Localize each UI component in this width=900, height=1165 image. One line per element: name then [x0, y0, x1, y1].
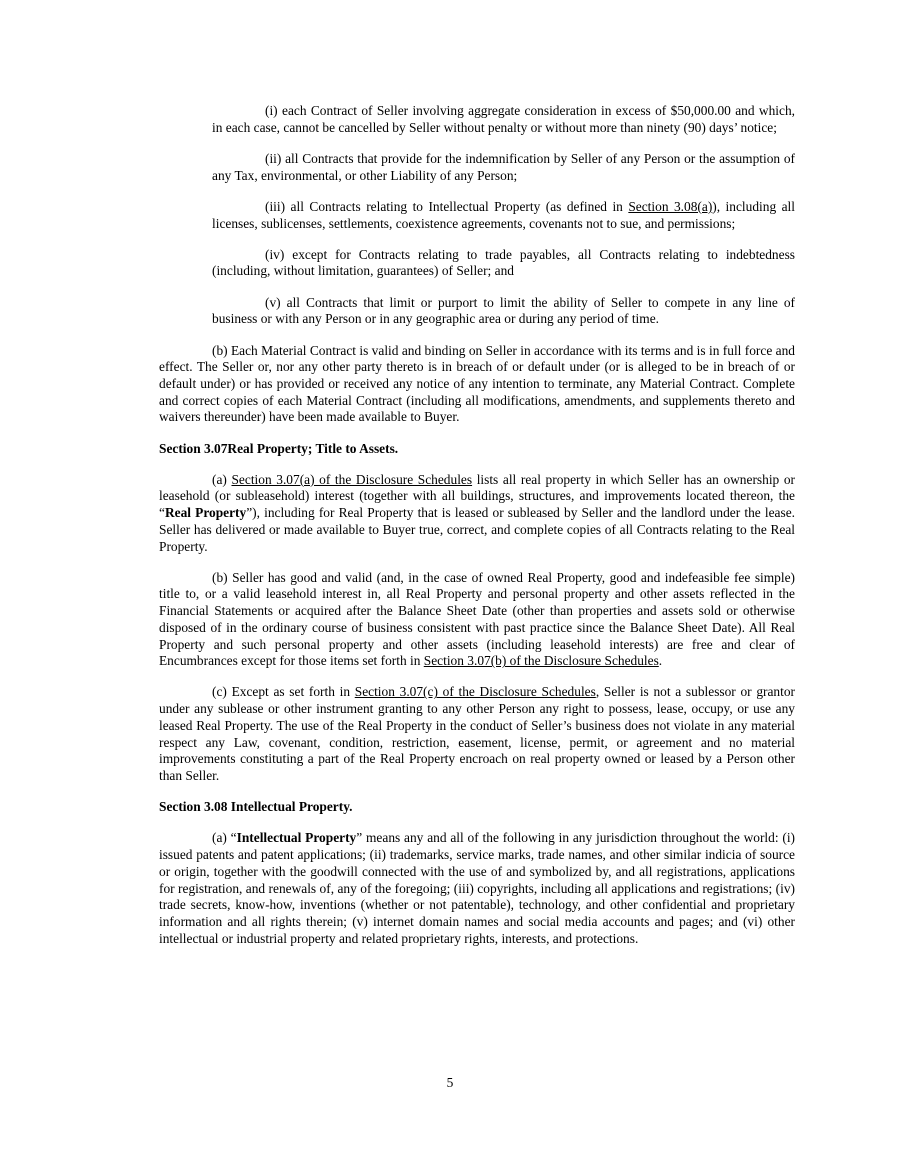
defined-term: Intellectual Property	[236, 830, 357, 846]
section-3-08-a: (a) “Intellectual Property” means any and all of the following in any jurisdiction throughout the world: (i) issued patents and patent applications; (ii) trademarks, service marks, trade names, and other similar indicia of source or origin, together with the goodwill connected with the use of and symbolized by, and all registrations, applications for registration, and renewals of, any of the foregoing; (iii) copyrights, including all applications and registrations; (iv) trade secrets, know-how, inventions (whether or not patentable), technology, and other confidential and proprietary information and all rights therein; (v) internet domain names and social media accounts and pages; and (vi) other intellectual or industrial property and related proprietary rights, interests, and protections.	[159, 830, 796, 946]
list-item-v: (v) all Contracts that limit or purport to limit the ability of Seller to compete in any line of business or with any Person or in any geographic area or during any period of time.	[212, 294, 795, 327]
list-item-iv: (iv) except for Contracts relating to trade payables, all Contracts relating to indebtedness (including, without limitation, guarantees) of Seller; and	[212, 246, 795, 279]
cross-reference: Section 3.07(a) of the Disclosure Schedules	[231, 471, 473, 487]
document-page	[159, 103, 795, 947]
page-number: 5	[446, 1075, 454, 1090]
section-3-08-heading: Section 3.08 Intellectual Property.	[159, 799, 353, 815]
cross-reference: Section 3.08(a)	[628, 198, 713, 214]
list-item-ii: (ii) all Contracts that provide for the indemnification by Seller of any Person or the assumption of any Tax, environmental, or other Liability of any Person;	[212, 150, 795, 183]
list-item-i: (i) each Contract of Seller involving aggregate consideration in excess of $50,000.00 and which, in each case, cannot be cancelled by Seller without penalty or without more than ninety (90) days’ notice;	[212, 103, 795, 135]
section-3-07-a: (a) Section 3.07(a) of the Disclosure Schedules lists all real property in which Seller has an ownership or leasehold (or subleasehold) interest (together with all buildings, structures, and improvements located thereon, the “Real Property”), including for Real Property that is leased or subleased by Seller and the landlord under the lease. Seller has delivered or made available to Buyer true, correct, and complete copies of all Contracts relating to the Real Property.	[159, 471, 795, 554]
cross-reference: Section 3.07(c) of the Disclosure Schedules	[354, 684, 596, 700]
list-item-iii: (iii) all Contracts relating to Intellectual Property (as defined in Section 3.08(a)), including all licenses, sublicenses, settlements, coexistence agreements, covenants not to sue, and permissions;	[212, 198, 795, 231]
defined-term: Real Property	[164, 505, 247, 521]
section-3-07-b: (b) Seller has good and valid (and, in the case of owned Real Property, good and indefeasible fee simple) title to, or a valid leasehold interest in, all Real Property and personal property and other assets reflected in the Financial Statements or acquired after the Balance Sheet Date (other than properties and assets sold or otherwise disposed of in the ordinary course of business consistent with past practice since the Balance Sheet Date). All Real Property and such personal property and other assets (including leasehold interests) are free and clear of Encumbrances except for those items set forth in Section 3.07(b) of the Disclosure Schedules.	[159, 569, 795, 669]
section-3-07-heading: Section 3.07Real Property; Title to Assets.	[159, 440, 399, 456]
section-3-07-c: (c) Except as set forth in Section 3.07(c) of the Disclosure Schedules, Seller is not a sublessor or grantor under any sublease or other instrument granting to any other Person any right to possess, lease, occupy, or use any leased Real Property. The use of the Real Property in the conduct of Seller’s business does not violate in any material respect any Law, covenant, condition, restriction, easement, license, permit, or agreement and no material improvements constituting a part of the Real Property encroach on real property owned or leased by a Person other than Seller.	[159, 684, 795, 783]
cross-reference: Section 3.07(b) of the Disclosure Schedules	[423, 653, 659, 669]
paragraph-material-contract-validity: (b) Each Material Contract is valid and binding on Seller in accordance with its terms and is in full force and effect. The Seller or, nor any other party thereto is in breach of or default under (or is alleged to be in breach of or default under) or has provided or received any notice of any intention to terminate, any Material Contract. Complete and correct copies of each Material Contract (including all modifications, amendments, and supplements thereto and waivers thereunder) have been made available to Buyer.	[159, 342, 795, 425]
